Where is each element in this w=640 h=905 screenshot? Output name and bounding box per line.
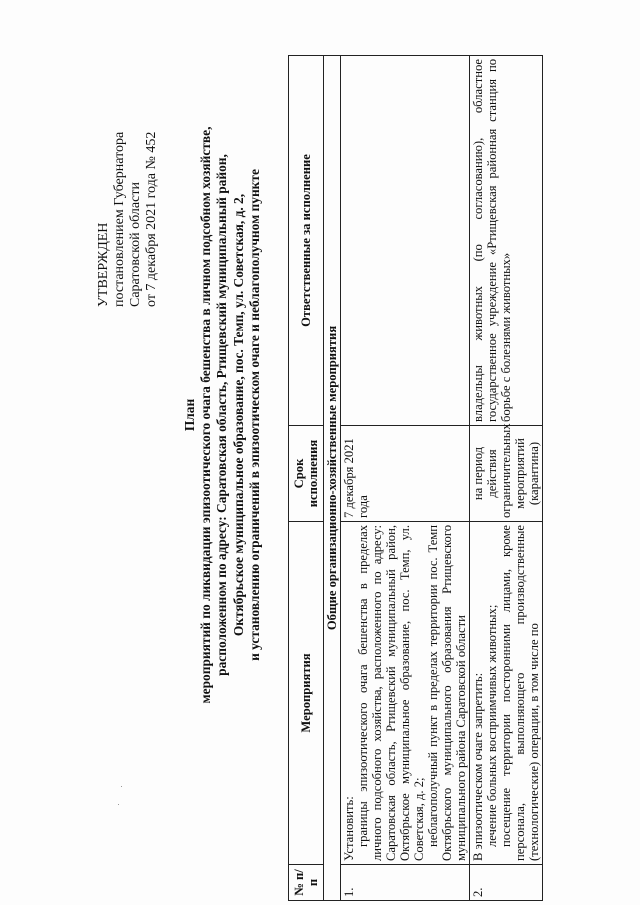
section-row [324, 56, 341, 901]
measures-table [288, 55, 543, 901]
approval-line: Саратовской области [128, 182, 143, 307]
row-action [470, 522, 543, 865]
plan-title-line: Октябрьское муниципальное образование, пос. Темп, ул. Советская, д. 2, [230, 193, 246, 637]
section-title: Общие организационно-хозяйственные мероприятия [324, 56, 341, 901]
plan-heading: План [182, 398, 197, 432]
header-action: Мероприятия [289, 522, 324, 865]
table-row [470, 56, 543, 901]
row-responsible [341, 56, 470, 426]
plan-title [182, 115, 263, 715]
approval-label: УТВЕРЖДЕН [96, 222, 111, 307]
action-paragraph: неблагополучный пункт в пределах территории пос. Темп Октябрьского муниципального образования Ртищевского муниципального района Саратовской области [426, 525, 468, 861]
action-paragraph: границы эпизоотического очага бешенства в пределах личного подсобного хозяйства, расположенного по адресу: Саратовская область, Ртищевский муниципальный район, Октябрьское муниципальное образование, пос. Темп, ул. Советская, д. 2; [356, 525, 426, 861]
table-header-row [289, 56, 324, 901]
row-term: на период действия ограничительных мероприятий (карантина) [470, 426, 543, 522]
header-term: Срок исполнения [289, 426, 324, 522]
action-paragraph: посещение территории посторонними лицами, кроме персонала, выполняющего производственные (технологические) операции, в том числе по [499, 525, 541, 861]
action-paragraph: лечение больных восприимчивых животных; [485, 604, 499, 847]
plan-title-line: мероприятий по ликвидации эпизоотического очага бешенства в личном подсобном хозяйстве, [198, 126, 214, 704]
action-intro: Установить: [342, 796, 356, 861]
approval-line: постановлением Губернатора [112, 131, 127, 307]
row-num: 1. [341, 865, 470, 901]
row-action [341, 522, 470, 865]
table-row [341, 56, 470, 901]
approval-date: от 7 декабря 2021 года № 452 [144, 131, 159, 307]
action-intro: В эпизоотическом очаге запретить: [471, 672, 485, 861]
header-num: № п/п [289, 865, 324, 901]
row-term: 7 декабря 2021 года [341, 426, 470, 522]
plan-title-line: расположенном по адресу: Саратовская область, Ртищевский муниципальный район, [214, 154, 230, 676]
row-responsible: владельцы животных (по согласованию), областное государственное учреждение «Ртищевская районная станция по борьбе с болезнями животных» [470, 56, 543, 426]
approval-block [96, 0, 160, 307]
plan-title-line: и установлению ограничений в эпизоотическом очаге и неблагополучном пункте [246, 169, 262, 661]
row-num: 2. [470, 865, 543, 901]
header-responsible: Ответственные за исполнение [289, 56, 324, 426]
